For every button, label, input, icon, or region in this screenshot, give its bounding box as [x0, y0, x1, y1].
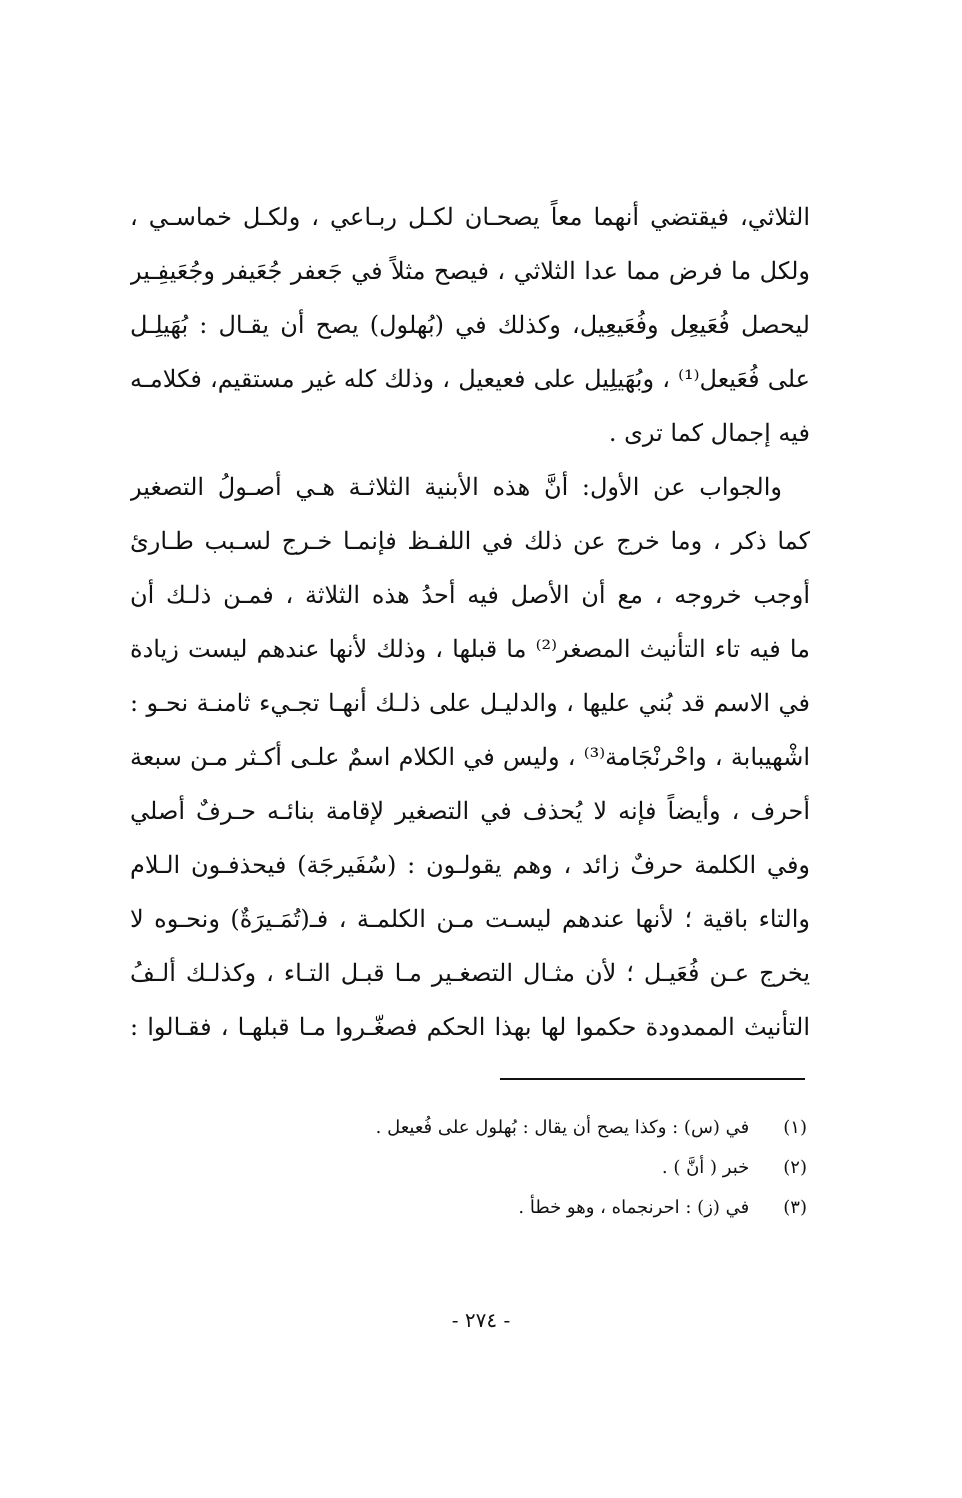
page-number: - ٢٧٤ -: [451, 1308, 511, 1332]
text-line: التأنيث الممدودة حكموا لها بهذا الحكم فصغّـروا مـا قبلهـا ، فقـالوا :: [130, 1013, 810, 1041]
text-line: ولكل ما فرض مما عدا الثلاثي ، فيصح مثلاً في جَعفر جُعَيفر وجُعَيفِـير: [130, 257, 810, 285]
footnote-item: [207, 1148, 807, 1188]
text-line: ليحصل فُعَيعِل وفُعَيعِيل، وكذلك في (بُهلول) يصح أن يقـال : بُهَيلِـل: [130, 311, 810, 339]
text-line: أحرف ، وأيضاً فإنه لا يُحذف في التصغير لإقامة بنائـه حـرفٌ أصلي: [130, 797, 810, 825]
footnote-number: (٢): [783, 1157, 807, 1178]
footnote-text: في (س) : وكذا يصح أن يقال : بُهلول على فُعيعل .: [375, 1117, 750, 1138]
text-line: الثلاثي، فيقتضي أنهما معاً يصحـان لكـل ربـاعي ، ولكـل خماسـي ،: [130, 203, 810, 231]
footnotes: [207, 1108, 807, 1228]
text-line: اشْهيبابة ، واحْرنْجَامة⁽³⁾ ، وليس في الكلام اسمٌ علـى أكـثر مـن سبعة: [130, 743, 810, 771]
footnote-item: [207, 1108, 807, 1148]
footnote-number: (٣): [783, 1197, 807, 1218]
text-line: ما فيه تاء التأنيث المصغر⁽²⁾ ما قبلها ، وذلك لأنها عندهم ليست زيادة: [130, 635, 810, 663]
text-line: يخرج عـن فُعَيـل ؛ لأن مثـال التصغـير مـا قبـل التـاء ، وكذلـك ألـفُ: [130, 959, 810, 987]
text-line: وفي الكلمة حرفٌ زائد ، وهم يقولـون : (سُفَيرجَة) فيحذفـون الـلام: [130, 851, 810, 879]
text-line: والجواب عن الأول: أنَّ هذه الأبنية الثلاثـة هـي أصـولُ التصغير: [130, 473, 782, 501]
footnote-number: (١): [783, 1117, 807, 1138]
main-text: [130, 190, 810, 1054]
footnote-divider: [500, 1078, 805, 1080]
text-line: فيه إجمال كما ترى .: [608, 419, 810, 447]
footnote-text: في (ز) : احرنجماه ، وهو خطأ .: [518, 1197, 750, 1218]
text-line: في الاسم قد بُني عليها ، والدليـل على ذلـك أنهـا تجـيء ثامنـة نحـو :: [130, 689, 810, 717]
text-line: والتاء باقية ؛ لأنها عندهم ليسـت مـن الكلمـة ، فـ(تُمَـيرَةٌ) ونحـوه لا: [130, 905, 810, 933]
footnote-text: خبر ( أنَّ ) .: [661, 1157, 750, 1178]
footnote-item: [207, 1188, 807, 1228]
text-line: أوجب خروجه ، مع أن الأصل فيه أحدُ هذه الثلاثة ، فمـن ذلـك أن: [130, 581, 810, 609]
text-line: كما ذكر ، وما خرج عن ذلك في اللفـظ فإنمـا خـرج لسـبب طـارئ: [130, 527, 810, 555]
text-line: على فُعَيعل⁽¹⁾ ، وبُهَيلِيل على فعيعيل ، وذلك كله غير مستقيم، فكلامـه: [130, 365, 810, 393]
